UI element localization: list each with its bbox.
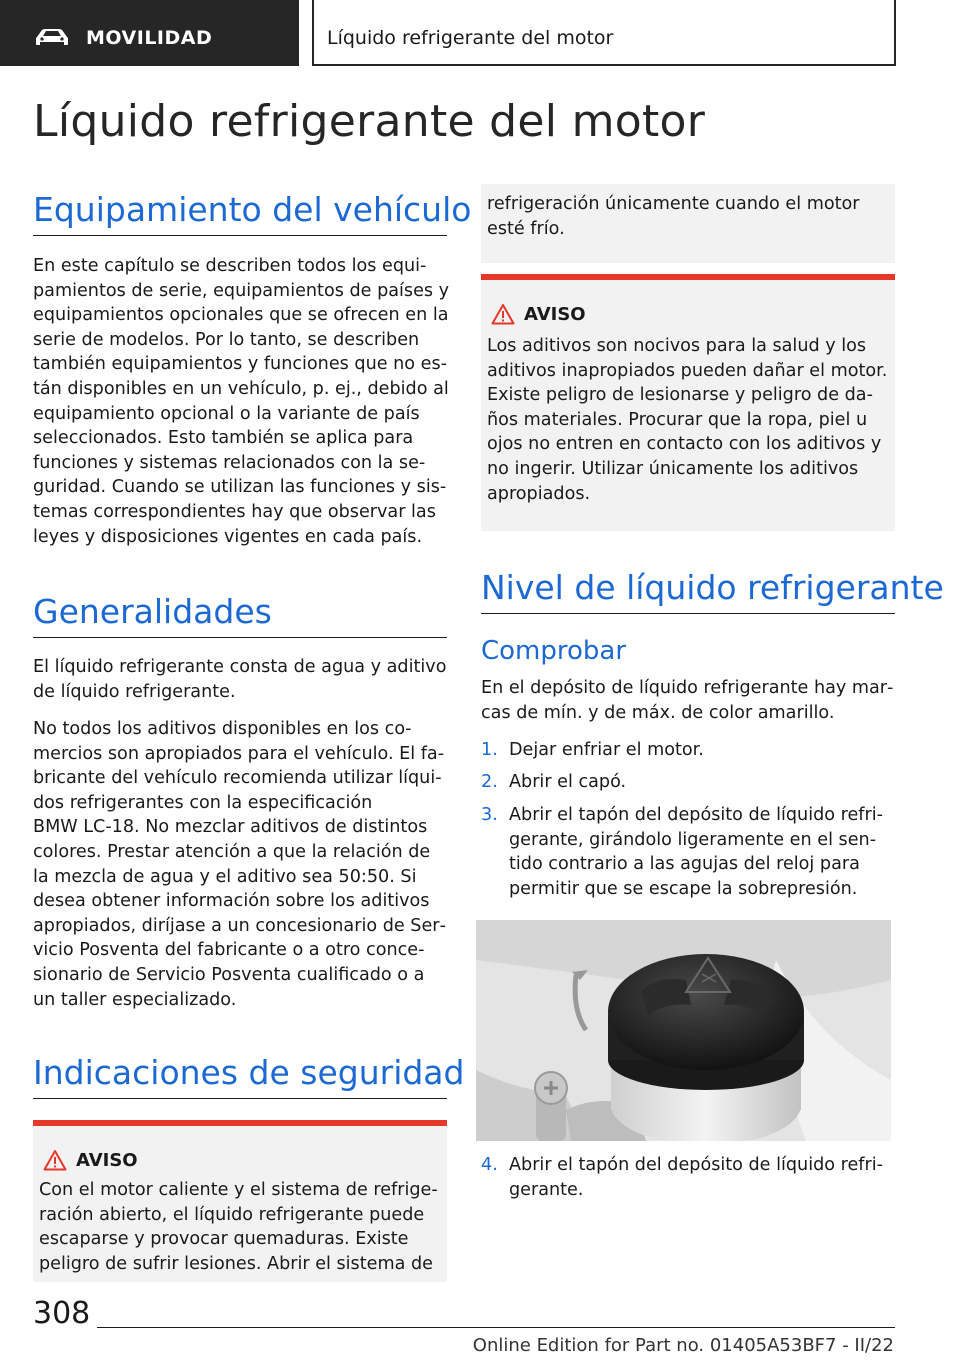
generalidades-paragraph-1 <box>33 655 446 704</box>
text-line: pamientos de serie, equipamientos de países y <box>33 280 450 301</box>
step-number: 4. <box>481 1155 498 1175</box>
text-line: serie de modelos. Por lo tanto, se describen <box>33 329 420 350</box>
step-number: 2. <box>481 772 498 792</box>
text-line: escaparse y provocar quemaduras. Existe <box>39 1229 409 1250</box>
text-line: seleccionados. Esto también se aplica para <box>33 428 414 449</box>
warning-triangle-icon <box>491 303 515 325</box>
heading-rule <box>33 1098 447 1099</box>
text-line: peligro de sufrir lesiones. Abrir el sistema de <box>39 1253 433 1274</box>
heading-nivel: Nivel de líquido refrigerante <box>481 568 944 607</box>
equipamiento-paragraph <box>33 254 449 549</box>
text-line: ños materiales. Procurar que la ropa, piel u <box>487 409 868 430</box>
text-line: Los aditivos son nocivos para la salud y los <box>487 336 867 356</box>
text-line: un taller especializado. <box>33 989 237 1010</box>
text-line: BMW LC-18. No mezclar aditivos de distintos <box>33 817 428 838</box>
text-line: gerante, girándolo ligeramente en el sen‐ <box>509 829 877 850</box>
warning-box-1-continued <box>481 184 895 263</box>
warning-box-1 <box>33 1120 447 1282</box>
step-number: 1. <box>481 740 498 760</box>
text-line: dos refrigerantes con la especificación <box>33 792 373 813</box>
warning-triangle-icon <box>43 1149 67 1171</box>
text-line: Con el motor caliente y el sistema de refrige‐ <box>39 1180 438 1200</box>
text-line: desea obtener información sobre los aditivos <box>33 891 430 912</box>
text-line: permitir que se escape la sobrepresión. <box>509 878 858 899</box>
step-text <box>509 1153 883 1202</box>
heading-equipamiento: Equipamiento del vehículo <box>33 190 472 229</box>
footer-rule <box>97 1327 895 1328</box>
heading-rule <box>33 235 447 236</box>
header-section-label: MOVILIDAD <box>86 27 213 49</box>
header-chapter-label: Líquido refrigerante del motor <box>327 27 614 49</box>
text-line: ojos no entren en contacto con los aditivos y <box>487 434 882 455</box>
text-line: En el depósito de líquido refrigerante hay mar‐ <box>481 678 894 698</box>
header-chapter-tab <box>312 0 896 66</box>
text-line: apropiados, diríjase a un concesionario de Ser‐ <box>33 915 446 936</box>
warning-title: AVISO <box>76 1150 138 1171</box>
text-line: tán disponibles en un vehículo, p. ej., debido al <box>33 378 449 399</box>
warning-box-2 <box>481 274 895 531</box>
text-line: temas correspondientes hay que observar las <box>33 501 436 522</box>
text-line: Dejar enfriar el motor. <box>509 740 704 760</box>
step-text <box>509 803 883 901</box>
text-line: apropiados. <box>487 483 591 504</box>
generalidades-paragraph-2 <box>33 717 446 1012</box>
text-line: vicio Posventa del fabricante o a otro conce‐ <box>33 940 425 961</box>
text-line: tido contrario a las agujas del reloj para <box>509 854 860 875</box>
step-text <box>509 770 626 795</box>
warning-1-text <box>39 1178 438 1276</box>
text-line: equipamiento opcional o la variante de país <box>33 403 420 424</box>
coolant-cap-illustration <box>476 920 891 1141</box>
text-line: Abrir el tapón del depósito de líquido refri‐ <box>509 1155 883 1175</box>
heading-rule <box>481 613 895 614</box>
page-number: 308 <box>33 1296 91 1331</box>
subheading-comprobar: Comprobar <box>481 636 627 666</box>
warning-bar <box>481 274 895 280</box>
coolant-cap-photo <box>476 920 891 1141</box>
text-line: sionario de Servicio Posventa cualificado o a <box>33 964 425 985</box>
text-line: mercios son apropiados para el vehículo. El fa‐ <box>33 743 445 764</box>
warning-1-text-continued <box>487 192 860 241</box>
text-line: gerante. <box>509 1179 584 1200</box>
text-line: El líquido refrigerante consta de agua y aditivo <box>33 657 447 677</box>
text-line: aditivos inapropiados pueden dañar el motor. <box>487 360 888 381</box>
heading-generalidades: Generalidades <box>33 592 272 631</box>
text-line: Existe peligro de lesionarse y peligro de da‐ <box>487 385 873 406</box>
text-line: de líquido refrigerante. <box>33 681 236 702</box>
text-line: cas de mín. y de máx. de color amarillo. <box>481 702 835 723</box>
text-line: funciones y sistemas relacionados con la se‐ <box>33 452 426 473</box>
page-title: Líquido refrigerante del motor <box>33 96 706 147</box>
text-line: refrigeración únicamente cuando el motor <box>487 194 860 214</box>
heading-seguridad: Indicaciones de seguridad <box>33 1053 465 1092</box>
text-line: esté frío. <box>487 218 565 239</box>
text-line: bricante del vehículo recomienda utilizar líqui‐ <box>33 768 442 789</box>
text-line: la mezcla de agua y el aditivo sea 50:50. Si <box>33 866 417 887</box>
warning-bar <box>33 1120 447 1126</box>
text-line: equipamientos opcionales que se ofrecen en la <box>33 305 449 326</box>
header-section-tab <box>0 0 299 66</box>
text-line: En este capítulo se describen todos los equi‐ <box>33 256 427 276</box>
warning-2-text <box>487 334 887 506</box>
text-line: ración abierto, el líquido refrigerante puede <box>39 1204 425 1225</box>
text-line: Abrir el capó. <box>509 772 627 792</box>
text-line: Abrir el tapón del depósito de líquido refri‐ <box>509 805 883 825</box>
text-line: colores. Prestar atención a que la relación de <box>33 841 431 862</box>
car-icon <box>34 27 70 47</box>
nivel-intro <box>481 676 893 725</box>
step-number: 3. <box>481 805 498 825</box>
text-line: No todos los aditivos disponibles en los co‐ <box>33 719 412 739</box>
text-line: leyes y disposiciones vigentes en cada país. <box>33 526 423 547</box>
step-text <box>509 738 704 763</box>
text-line: no ingerir. Utilizar únicamente los aditivos <box>487 458 859 479</box>
warning-title: AVISO <box>524 304 586 325</box>
text-line: también equipamientos y funciones que no es‐ <box>33 354 447 375</box>
footer-edition: Online Edition for Part no. 01405A53BF7 - II/22 <box>472 1335 894 1356</box>
text-line: guridad. Cuando se utilizan las funciones y sis‐ <box>33 477 447 498</box>
heading-rule <box>33 637 447 638</box>
